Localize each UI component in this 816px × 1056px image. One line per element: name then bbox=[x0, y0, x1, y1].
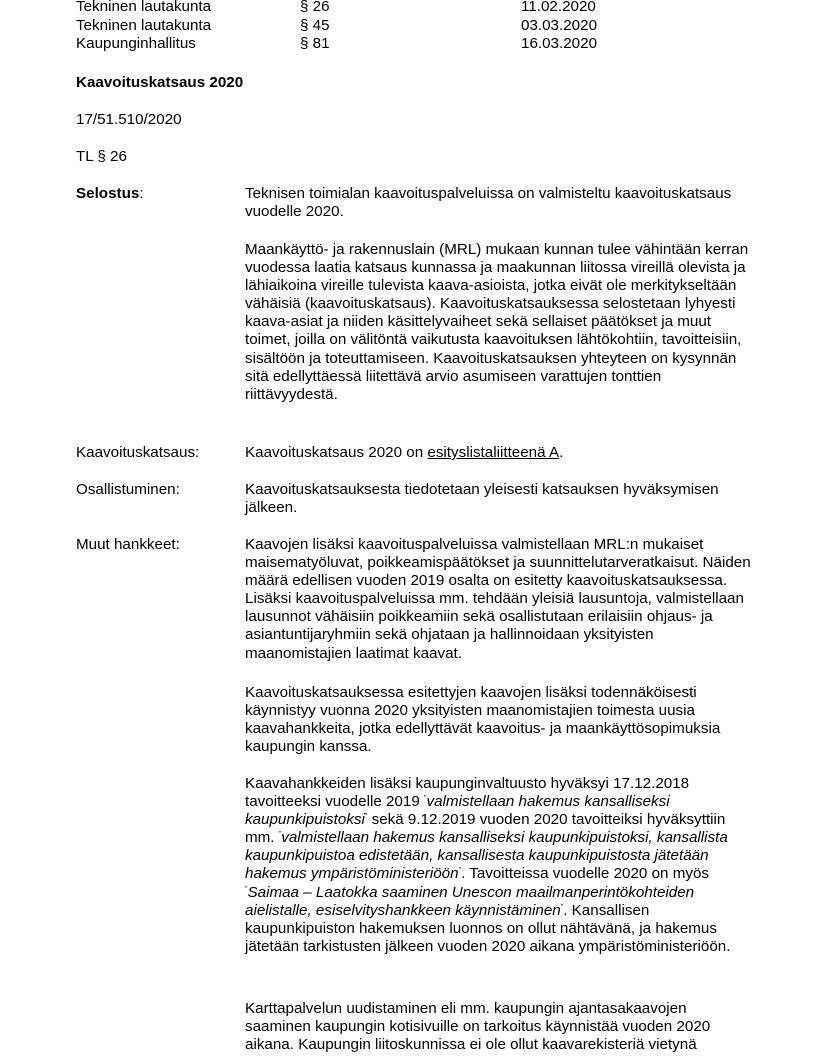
muut-paragraph-1: Kaavojen lisäksi kaavoituspalveluissa valmistellaan MRL:n mukaiset maisematyöluvat, poikkeamispäätökset ja suunnittelutarveratkaisut. Näiden määrä edellisen vuoden 2019 osalta on esitetty kaavoituskatsauksessa. Lisäksi kaavoituspalveluissa mm. tehdään yleisiä lausuntoja, valmistellaan lausunnot vähäisiin poikkeamiin sekä osallistutaan erilaisiin ohjaus- ja asiantuntijaryhmiin sekä ohjataan ja hallinnoidaan yksityisten maanomistajien laatimat kaavat. bbox=[245, 536, 751, 662]
history-section: § 45 bbox=[300, 16, 330, 34]
paragraph-text: Maankäyttö- ja rakennuslain (MRL) mukaan kunnan tulee vähintään kerran vuodessa laatia katsaus kunnassa ja maakunnan liitossa vireillä olevista ja lähiaikoina vireille tulevista kaava-asioista, jotka eivät ole merkitykseltään vähäisiä (kaavoituskatsaus). Kaavoituskatsauksessa selostetaan lyhyesti kaava-asiat ja niiden käsittelyvaiheet sekä sellaiset päätökset ja muut toimet, joilla on välitöntä vaikutusta kaavoituksen lähtökohtiin, tavoitteisiin, sisältöön ja toteuttamiseen. Kaavoituskatsauksen yhteyteen on kysynnän sitä edellyttäessä liitettävä arvio asumiseen varattujen tonttien riittävyydestä. bbox=[245, 241, 749, 403]
quote-mark: " bbox=[424, 795, 427, 803]
history-date: 11.02.2020 bbox=[521, 0, 596, 15]
history-section: § 81 bbox=[300, 35, 330, 53]
muut-paragraph-4: Karttapalvelun uudistaminen eli mm. kaupungin ajantasakaavojen saaminen kaupungin kotisivuille on tarkoitus käynnistää vuoden 2020 aikana. Kaupungin liitoskunnissa ei ole ollut kaavarekisteriä vietynä bbox=[245, 1000, 711, 1054]
katsaus-pre: Kaavoituskatsaus 2020 on bbox=[245, 444, 428, 461]
muut-paragraph-3 bbox=[245, 775, 755, 956]
label-osallistuminen: Osallistuminen: bbox=[76, 481, 180, 498]
paragraph-text: Teknisen toimialan kaavoituspalveluissa on valmisteltu kaavoituskatsaus vuodelle 2020. bbox=[245, 185, 732, 221]
text-run: sekä 9.12.2019 vuoden 2020 tavoitteiksi hyväksyttiin mm. bbox=[245, 811, 726, 847]
history-date: 03.03.2020 bbox=[521, 16, 598, 34]
selostus-paragraph-1 bbox=[245, 185, 755, 221]
history-body: Kaupunginhallitus bbox=[76, 35, 196, 53]
quote-mark: " bbox=[245, 885, 248, 893]
history-body: Tekninen lautakunta bbox=[76, 16, 212, 34]
osallistuminen-text: Kaavoituskatsauksesta tiedotetaan yleisesti katsauksen hyväksymisen jälkeen. bbox=[245, 481, 719, 517]
kaavoituskatsaus-text bbox=[245, 444, 755, 462]
katsaus-post: . bbox=[559, 444, 564, 461]
label-selostus bbox=[76, 185, 144, 203]
selostus-paragraph-2 bbox=[245, 241, 755, 404]
label-muut-hankkeet: Muut hankkeet: bbox=[76, 536, 180, 553]
text-run: . Tavoitteissa vuodelle 2020 on myös bbox=[461, 865, 709, 883]
quote-mark: " bbox=[458, 867, 462, 875]
quote-mark: " bbox=[560, 903, 564, 911]
italic-quote: Saimaa – Laatokka saaminen Unescon maailmanperintökohteiden aielistalle, esiselvityshankkeen käynnistäminen bbox=[245, 883, 695, 919]
history-date: 16.03.2020 bbox=[521, 35, 598, 53]
quote-mark: " bbox=[364, 813, 368, 821]
history-section: § 26 bbox=[300, 0, 330, 15]
muut-paragraph-2: Kaavoituskatsauksessa esitettyjen kaavojen lisäksi todennäköisesti käynnistyy vuonna 2020 yksityisten maanomistajien toimesta uusia kaavahankkeita, jotka edellyttävät kaavoitus- ja maankäyttösopimuksia kaupungin kanssa. bbox=[245, 684, 721, 756]
label-selostus-text: Selostus bbox=[76, 185, 140, 202]
record-number: 17/51.510/2020 bbox=[76, 111, 182, 128]
attachment-link[interactable]: esityslistaliitteenä A bbox=[427, 444, 560, 461]
section-reference: TL § 26 bbox=[76, 148, 127, 165]
text-run: Kaavahankkeiden lisäksi kaupunginvaltuusto hyväksyi 17.12.2018 tavoitteeksi vuodelle 2019 bbox=[245, 775, 690, 811]
document-title: Kaavoituskatsaus 2020 bbox=[76, 74, 244, 91]
label-kaavoituskatsaus: Kaavoituskatsaus: bbox=[76, 444, 200, 461]
quote-mark: " bbox=[278, 831, 282, 839]
label-colon: : bbox=[139, 185, 144, 202]
text-run: . Kansallisen kaupunkipuiston hakemuksen luonnos on ollut nähtävänä, ja hakemus jätetään tarkistusten jälkeen vuoden 2020 aikana ympäristöministeriöön. bbox=[245, 901, 731, 955]
italic-quote: valmistellaan hakemus kansalliseksi kaupunkipuistoksi, kansallista kaupunkipuistoa edistetään, kansallisesta kaupunkipuistosta jätetään hakemus ympäristöministeriöön bbox=[245, 829, 728, 883]
italic-quote: valmistellaan hakemus kansalliseksi kaupunkipuistoksi bbox=[245, 793, 670, 829]
history-body: Tekninen lautakunta bbox=[76, 0, 212, 15]
